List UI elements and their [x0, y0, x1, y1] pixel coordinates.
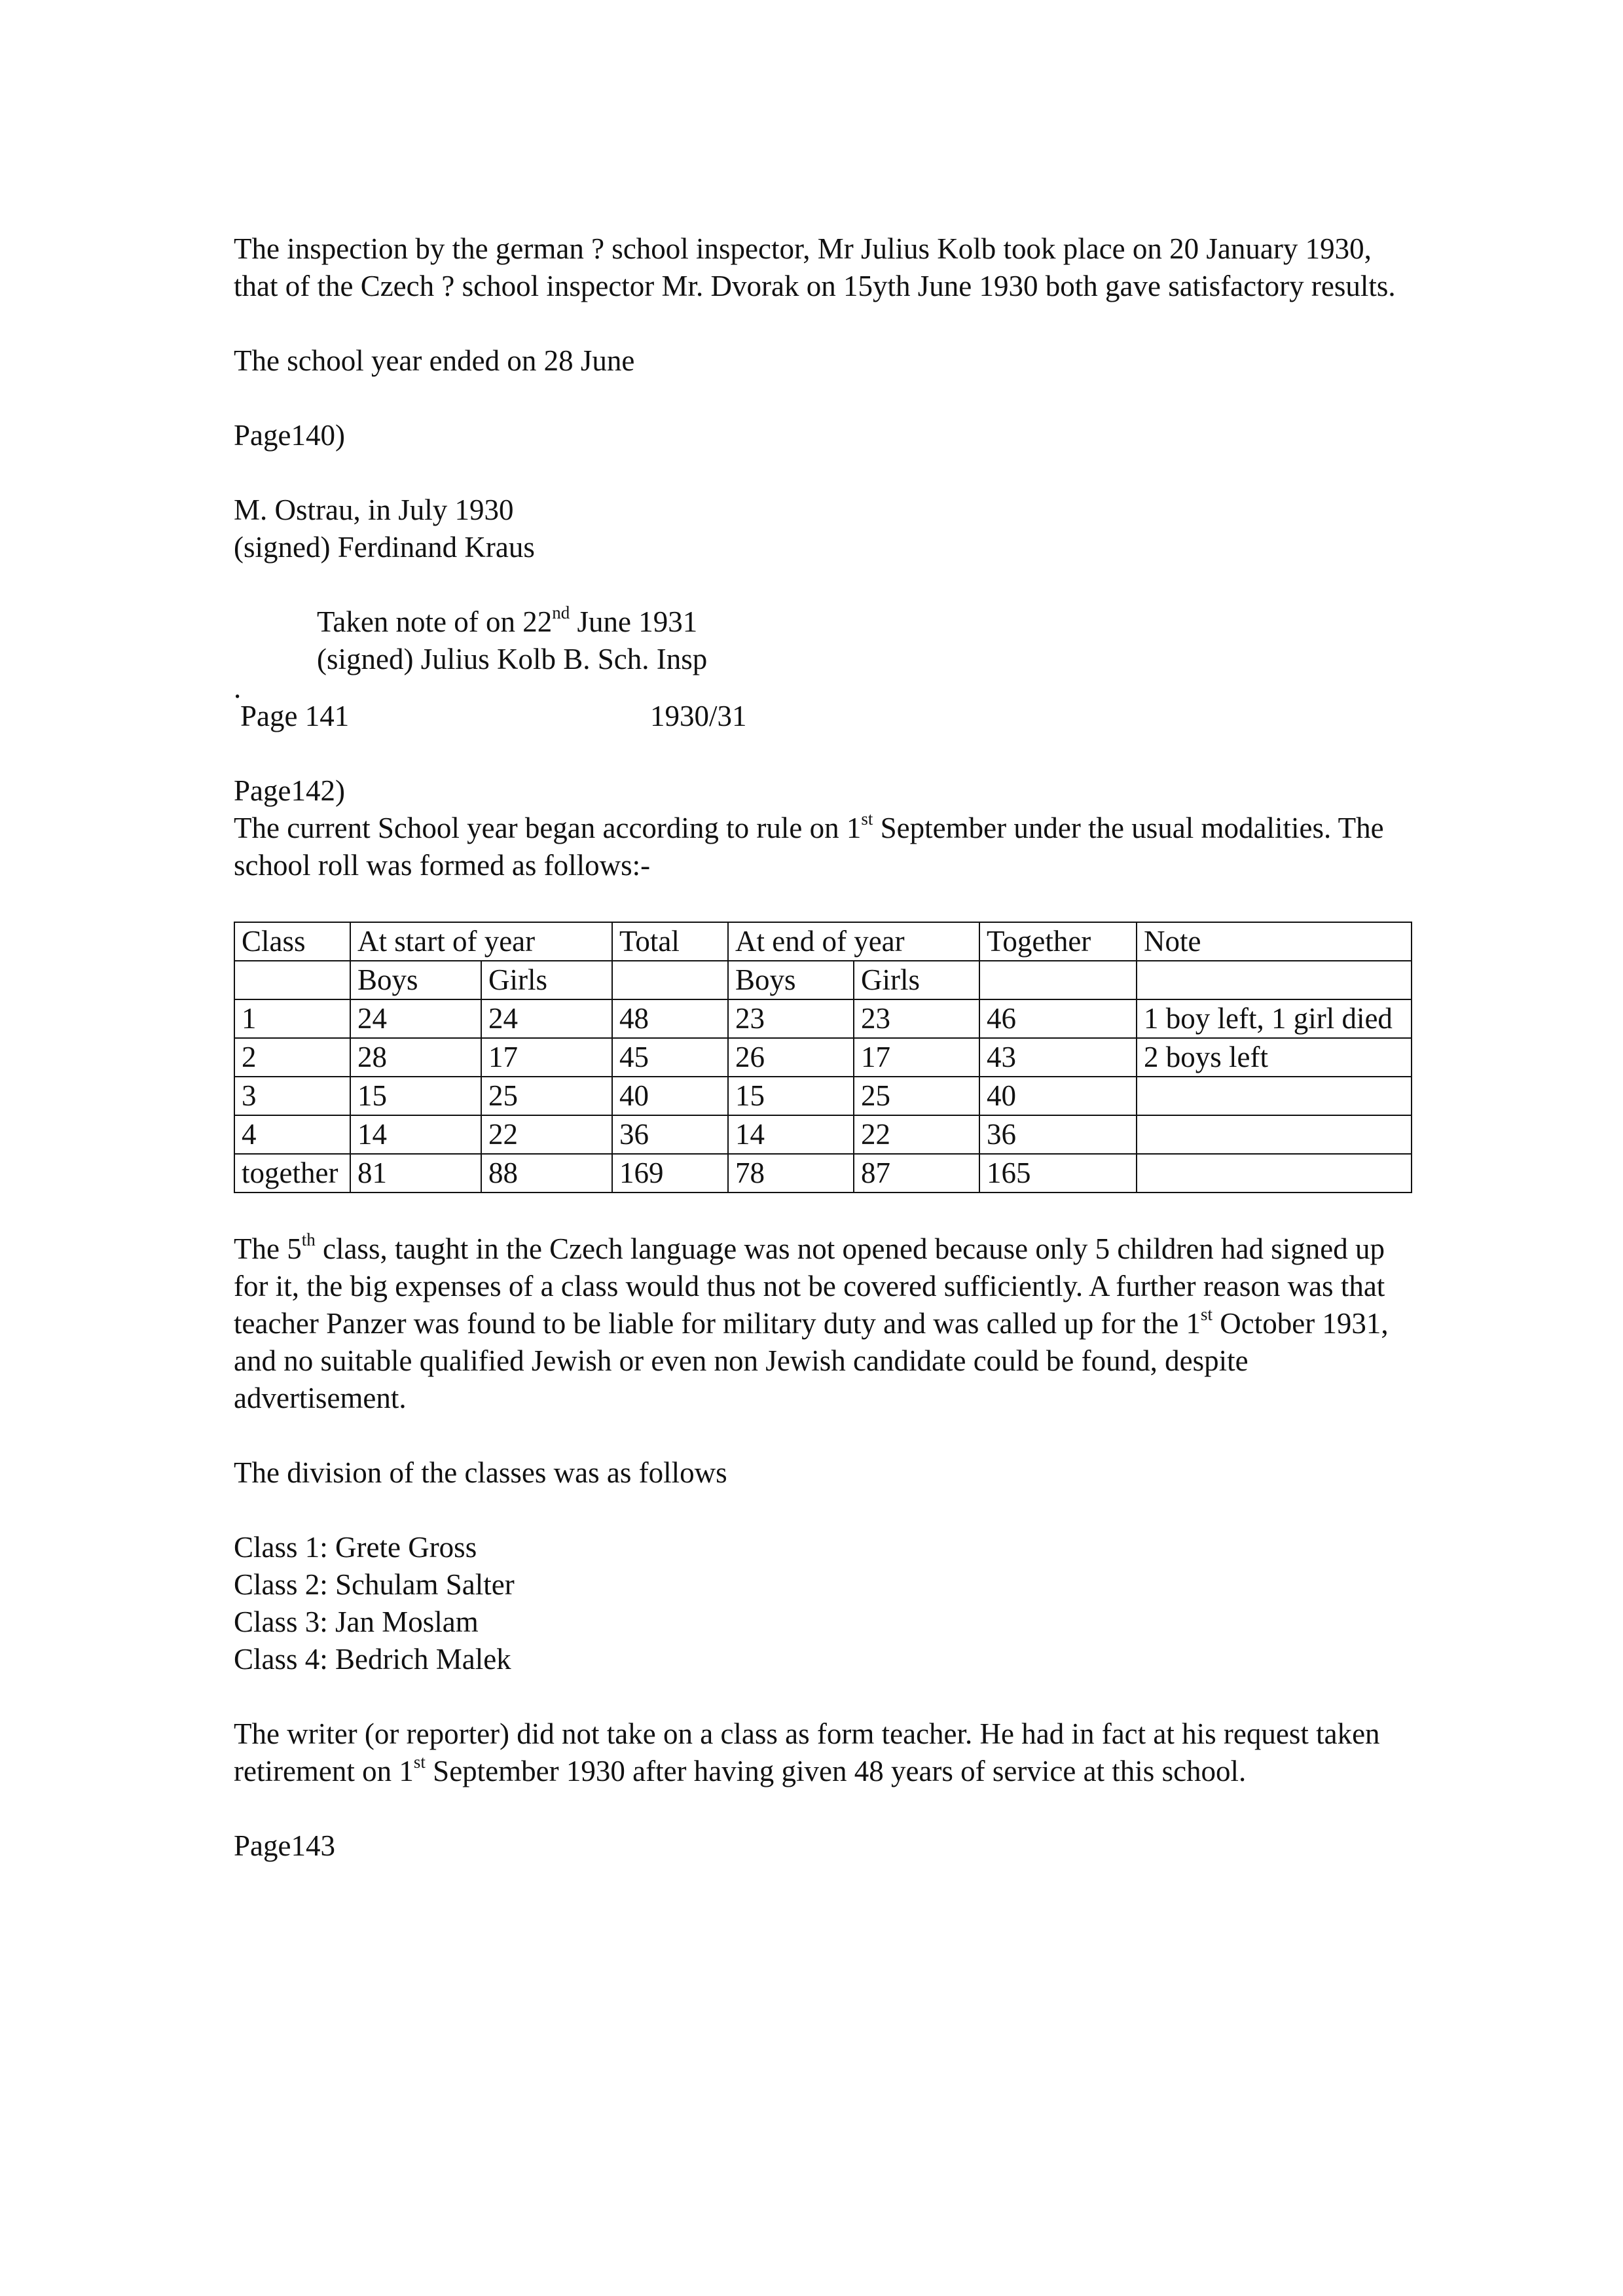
writer-text-1: The writer (or reporter) did not take on a class as form teacher. He had in fact at his request taken retirement on 1: [234, 1717, 1380, 1787]
table-cell: 165: [979, 1154, 1137, 1193]
fifth-class-text-2: class, taught in the Czech language was not opened because only 5 children had signed up for it, the big expenses of a class would thus not be covered sufficiently. A further reason was that teacher Panzer was found to be liable for military duty and was called up for the 1: [234, 1232, 1385, 1340]
writer-sup: st: [413, 1752, 426, 1772]
subheader-cell: [234, 961, 350, 999]
table-cell: together: [234, 1154, 350, 1193]
table-cell: 81: [350, 1154, 481, 1193]
table-cell: [1137, 1154, 1412, 1193]
table-cell: 14: [350, 1115, 481, 1154]
table-cell: 15: [728, 1077, 854, 1115]
school-year-begin-paragraph: [234, 810, 1412, 884]
table-row: [234, 1154, 1412, 1193]
table-cell: 24: [481, 999, 612, 1038]
page-141-heading: [234, 698, 1412, 735]
table-cell: 4: [234, 1115, 350, 1154]
school-year-text-2: September under the usual modalities. The school roll was formed as follows:-: [234, 812, 1384, 882]
header-together: Together: [979, 922, 1137, 961]
table-cell: 87: [854, 1154, 979, 1193]
table-cell: 28: [350, 1038, 481, 1077]
school-year-text-1: The current School year began according to rule on 1: [234, 812, 862, 844]
table-cell: 24: [350, 999, 481, 1038]
header-start-of-year: At start of year: [350, 922, 612, 961]
table-row: [234, 1077, 1412, 1115]
table-cell: 2 boys left: [1137, 1038, 1412, 1077]
table-cell: 43: [979, 1038, 1137, 1077]
school-roll-table: [234, 922, 1412, 1193]
table-cell: 169: [612, 1154, 728, 1193]
page-marker-142: Page142): [234, 774, 345, 807]
table-cell: 45: [612, 1038, 728, 1077]
class-teacher-list: [234, 1529, 1412, 1678]
table-cell: 25: [481, 1077, 612, 1115]
division-paragraph: The division of the classes was as follows: [234, 1456, 727, 1489]
subheader-cell: [979, 961, 1137, 999]
table-row: [234, 1038, 1412, 1077]
table-cell: 26: [728, 1038, 854, 1077]
table-cell: 88: [481, 1154, 612, 1193]
table-cell: 22: [481, 1115, 612, 1154]
table-cell: 46: [979, 999, 1137, 1038]
table-cell: [1137, 1115, 1412, 1154]
page-marker-140: Page140): [234, 419, 345, 452]
subheader-girls: Girls: [481, 961, 612, 999]
table-cell: 2: [234, 1038, 350, 1077]
table-cell: [1137, 1077, 1412, 1115]
subheader-girls: Girls: [854, 961, 979, 999]
taken-note-line: [234, 603, 1412, 641]
list-item: Class 3: Jan Moslam: [234, 1605, 479, 1638]
header-note: Note: [1137, 922, 1412, 961]
page-141-year: 1930/31: [650, 700, 747, 732]
page-marker-143: Page143: [234, 1829, 335, 1862]
table-cell: 22: [854, 1115, 979, 1154]
school-year-end-paragraph: The school year ended on 28 June: [234, 344, 635, 377]
taken-note-date: June 1931: [570, 605, 698, 638]
table-cell: 25: [854, 1077, 979, 1115]
page-141-label: Page 141: [240, 700, 350, 732]
writer-paragraph: [234, 1715, 1412, 1790]
taken-note-sup: nd: [552, 603, 570, 622]
taken-note-text: Taken note of on 22: [317, 605, 553, 638]
table-cell: 36: [979, 1115, 1137, 1154]
table-cell: 1: [234, 999, 350, 1038]
table-cell: 17: [854, 1038, 979, 1077]
subheader-boys: Boys: [350, 961, 481, 999]
fifth-class-paragraph: [234, 1230, 1412, 1417]
fifth-class-text-1: The 5: [234, 1232, 302, 1265]
stray-dot: .: [234, 672, 242, 704]
table-cell: 40: [979, 1077, 1137, 1115]
fifth-class-sup-1: th: [301, 1230, 316, 1249]
table-cell: 36: [612, 1115, 728, 1154]
table-cell: 40: [612, 1077, 728, 1115]
subheader-boys: Boys: [728, 961, 854, 999]
header-total: Total: [612, 922, 728, 961]
writer-text-2: September 1930 after having given 48 years of service at this school.: [425, 1755, 1247, 1787]
signature-kolb: (signed) Julius Kolb B. Sch. Insp: [317, 643, 708, 675]
school-year-sup: st: [861, 809, 873, 829]
fifth-class-sup-2: st: [1200, 1304, 1213, 1324]
list-item: Class 1: Grete Gross: [234, 1531, 477, 1564]
fifth-class-text-3: October 1931, and no suitable qualified Jewish or even non Jewish candidate could be found, despite advertisement.: [234, 1307, 1389, 1414]
table-cell: 15: [350, 1077, 481, 1115]
table-cell: 23: [728, 999, 854, 1038]
table-cell: 23: [854, 999, 979, 1038]
list-item: Class 2: Schulam Salter: [234, 1568, 515, 1601]
table-cell: 48: [612, 999, 728, 1038]
header-class: Class: [234, 922, 350, 961]
table-cell: 1 boy left, 1 girl died: [1137, 999, 1412, 1038]
table-header-row: [234, 922, 1412, 961]
subheader-cell: [1137, 961, 1412, 999]
header-end-of-year: At end of year: [728, 922, 979, 961]
table-row: [234, 1115, 1412, 1154]
document-page: [234, 230, 1412, 1865]
subheader-cell: [612, 961, 728, 999]
table-row: [234, 999, 1412, 1038]
table-cell: 3: [234, 1077, 350, 1115]
table-cell: 14: [728, 1115, 854, 1154]
table-cell: 78: [728, 1154, 854, 1193]
inspection-paragraph: The inspection by the german ? school inspector, Mr Julius Kolb took place on 20 January 1930, that of the Czech ? school inspector Mr. Dvorak on 15yth June 1930 both gave satisfactory results.: [234, 232, 1396, 302]
signature-kraus: (signed) Ferdinand Kraus: [234, 531, 535, 564]
place-date-line: M. Ostrau, in July 1930: [234, 493, 514, 526]
list-item: Class 4: Bedrich Malek: [234, 1643, 511, 1676]
table-subheader-row: [234, 961, 1412, 999]
table-cell: 17: [481, 1038, 612, 1077]
